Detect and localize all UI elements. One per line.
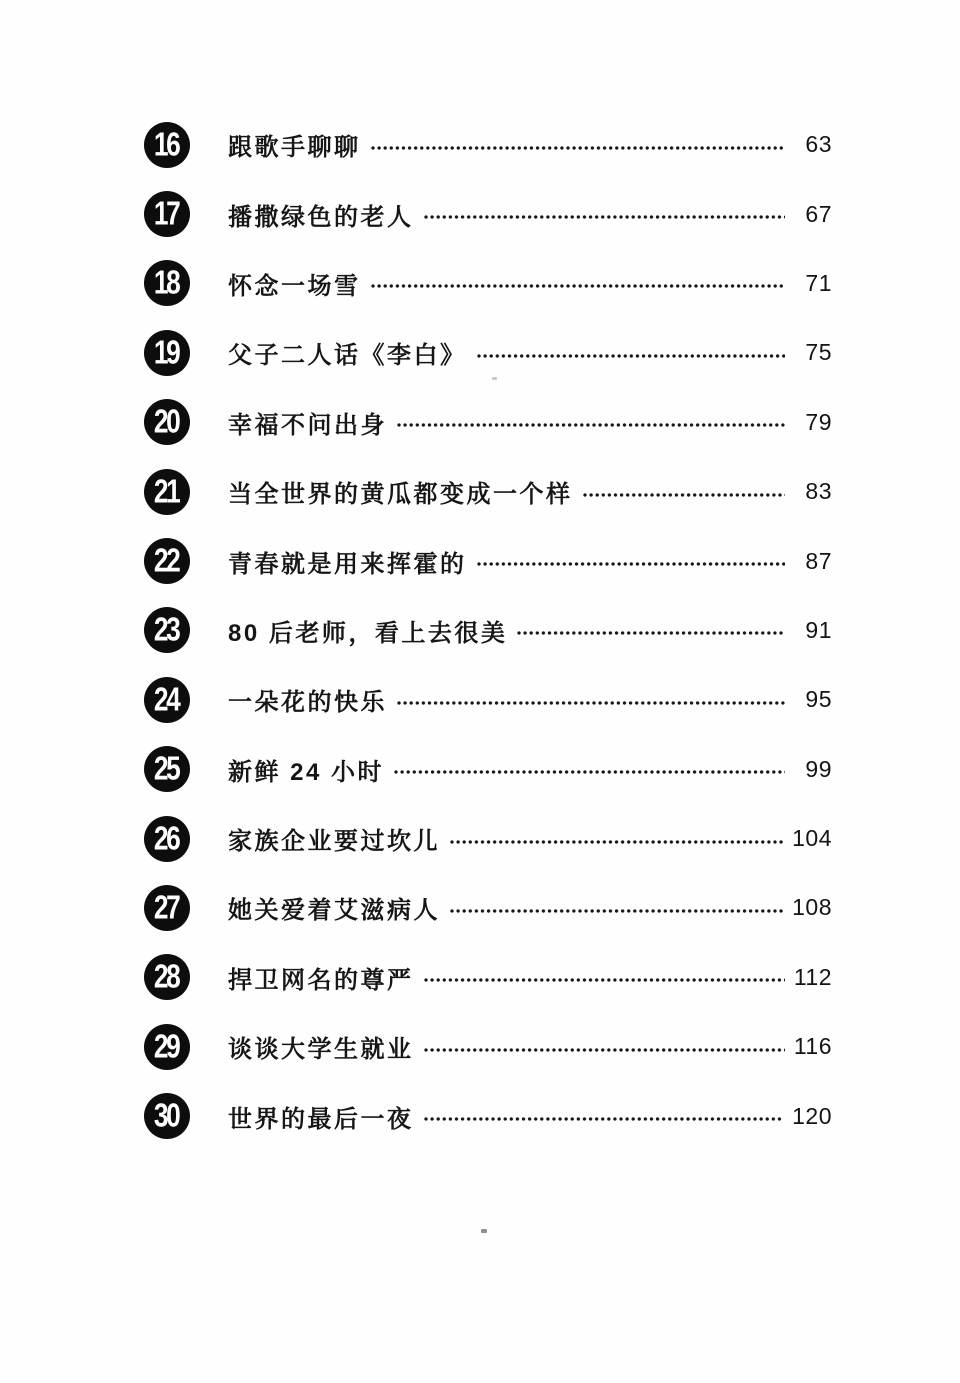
dot-leader [424, 1048, 785, 1052]
page-number: 83 [805, 478, 832, 505]
toc-entry [0, 249, 960, 318]
toc-entry [0, 943, 960, 1012]
page-number: 67 [805, 200, 832, 227]
chapter-title: 父子二人话《李白》 [228, 342, 467, 370]
page-number: 79 [805, 408, 832, 435]
chapter-number: 20 [153, 403, 179, 440]
page-number: 120 [792, 1102, 832, 1129]
chapter-title: 她关爱着艾滋病人 [228, 897, 440, 925]
page-number: 75 [805, 339, 832, 366]
dot-leader [371, 284, 786, 288]
toc-list [0, 110, 960, 1151]
chapter-number: 24 [153, 680, 179, 718]
page-number: 63 [805, 131, 832, 158]
toc-entry [0, 665, 960, 734]
chapter-number: 21 [153, 472, 179, 510]
dot-leader [450, 909, 783, 913]
chapter-number: 25 [153, 750, 179, 787]
dot-leader [424, 1117, 784, 1121]
page-number: 95 [805, 686, 832, 713]
toc-entry [0, 596, 960, 665]
dot-leader [394, 770, 785, 774]
chapter-number-badge [144, 954, 190, 1000]
dot-leader [517, 631, 785, 635]
page-number: 99 [805, 755, 832, 782]
dot-leader [424, 978, 785, 982]
chapter-title: 青春就是用来挥霍的 [228, 550, 467, 578]
scan-speck [481, 1229, 487, 1233]
dot-leader [371, 146, 786, 150]
chapter-number-badge [144, 885, 190, 931]
chapter-number: 22 [153, 542, 179, 579]
chapter-number: 28 [153, 958, 179, 996]
toc-entry [0, 1012, 960, 1081]
chapter-number: 29 [153, 1027, 179, 1065]
chapter-title: 新鲜 24 小时 [228, 758, 385, 786]
toc-entry [0, 735, 960, 804]
chapter-number: 26 [153, 819, 179, 857]
chapter-title: 世界的最后一夜 [228, 1105, 414, 1133]
chapter-title: 谈谈大学生就业 [228, 1036, 414, 1064]
chapter-number-badge [144, 538, 190, 584]
toc-entry [0, 457, 960, 526]
chapter-title: 播撒绿色的老人 [228, 203, 414, 231]
dot-leader [477, 562, 786, 566]
chapter-title: 家族企业要过坎儿 [228, 828, 440, 856]
chapter-number: 16 [153, 125, 179, 163]
chapter-number-badge [144, 746, 190, 792]
chapter-title: 80 后老师，看上去很美 [228, 619, 508, 647]
toc-entry [0, 388, 960, 457]
chapter-title: 捍卫网名的尊严 [228, 966, 414, 994]
dot-leader [397, 423, 785, 427]
toc-entry [0, 1081, 960, 1150]
chapter-number-badge [144, 1024, 190, 1070]
chapter-number-badge [144, 399, 190, 445]
page-number: 112 [793, 963, 832, 990]
dot-leader [450, 840, 783, 844]
chapter-number-badge [144, 607, 190, 653]
chapter-number-badge [144, 1093, 190, 1139]
toc-entry [0, 873, 960, 942]
toc-entry [0, 526, 960, 595]
page-number: 108 [792, 894, 832, 921]
page-number: 91 [805, 616, 832, 643]
chapter-number: 27 [153, 889, 179, 926]
scan-speck [492, 377, 497, 380]
dot-leader [583, 493, 786, 497]
page-number: 104 [792, 825, 832, 852]
chapter-title: 跟歌手聊聊 [228, 134, 361, 162]
chapter-number: 17 [153, 195, 179, 232]
toc-entry [0, 318, 960, 387]
page-number: 116 [793, 1033, 832, 1060]
chapter-number-badge [144, 330, 190, 376]
chapter-number: 30 [153, 1097, 179, 1134]
chapter-number-badge [144, 122, 190, 168]
dot-leader [397, 701, 785, 705]
chapter-number-badge [144, 469, 190, 515]
chapter-title: 怀念一场雪 [228, 272, 361, 300]
chapter-number-badge [144, 677, 190, 723]
dot-leader [424, 215, 786, 219]
page-number: 87 [805, 547, 832, 574]
chapter-number: 23 [153, 611, 179, 649]
chapter-number-badge [144, 191, 190, 237]
chapter-number: 18 [153, 264, 179, 302]
toc-entry [0, 179, 960, 248]
toc-entry [0, 804, 960, 873]
toc-entry [0, 110, 960, 179]
page-number: 71 [805, 269, 832, 296]
chapter-number: 19 [153, 333, 179, 371]
dot-leader [477, 354, 786, 358]
chapter-number-badge [144, 260, 190, 306]
chapter-title: 幸福不问出身 [228, 411, 387, 439]
chapter-number-badge [144, 816, 190, 862]
chapter-title: 一朵花的快乐 [228, 689, 387, 717]
chapter-title: 当全世界的黄瓜都变成一个样 [228, 481, 573, 509]
